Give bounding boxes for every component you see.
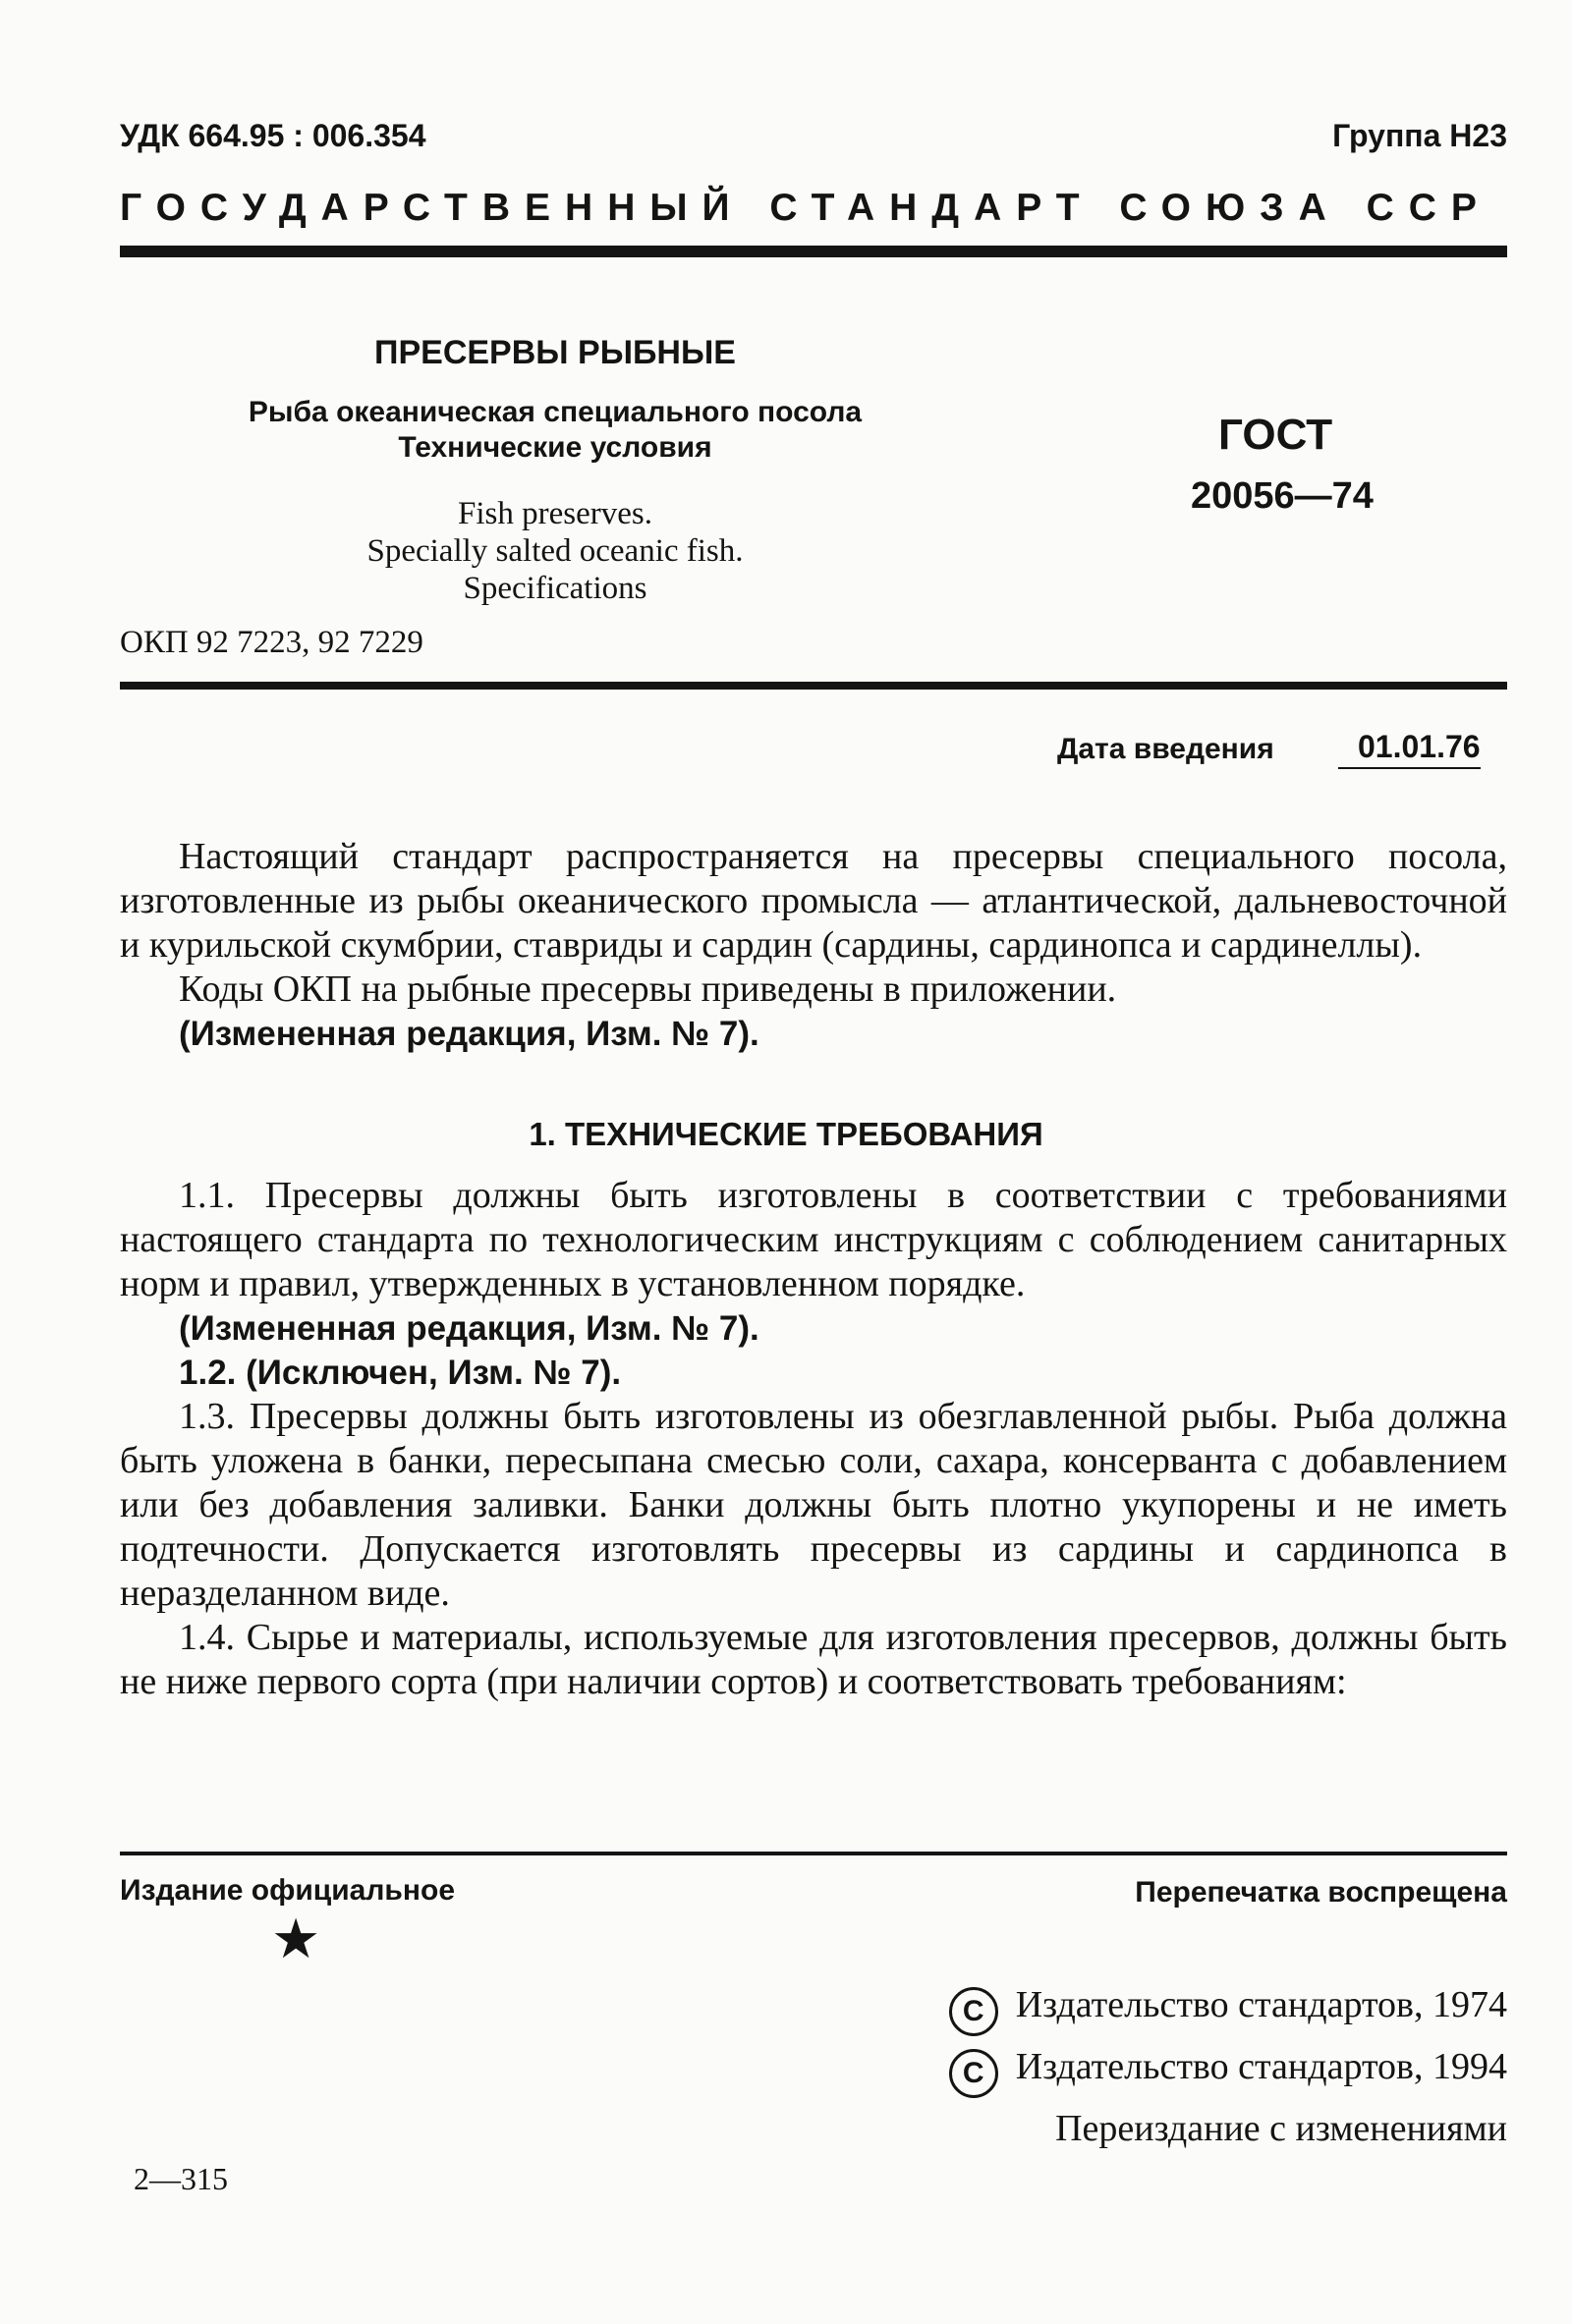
star-icon: ★	[271, 1908, 321, 1971]
reprint-note: Перепечатка воспрещена	[1135, 1876, 1507, 1909]
section-heading: 1. ТЕХНИЧЕСКИЕ ТРЕБОВАНИЯ	[529, 1116, 1043, 1152]
publisher-block	[949, 1974, 1507, 2159]
copyright-icon: С	[949, 2049, 998, 2098]
publisher-line	[949, 1974, 1507, 2036]
clause-1-2: 1.2. (Исключен, Изм. № 7).	[179, 1354, 622, 1392]
okp-codes: ОКП 92 7223, 92 7229	[120, 625, 423, 660]
intro-section	[120, 835, 1507, 1056]
english-title-line: Specially salted oceanic fish.	[366, 533, 744, 569]
state-standard-heading: ГОСУДАРСТВЕННЫЙ СТАНДАРТ СОЮЗА ССР	[120, 187, 1491, 229]
intro-paragraph: Коды ОКП на рыбные пресервы приведены в приложении.	[179, 968, 1117, 1010]
english-title-line: Fish preserves.	[458, 496, 652, 531]
copyright-icon: С	[949, 1987, 998, 2036]
clause-1-3: 1.3. Пресервы должны быть изготовлены из обезглавленной рыбы. Рыба должна быть уложена в банки, пересыпана смесью соли, сахара, консерванта с добавлением или без добавления заливки. Банки должны быть плотно укупорены и не иметь подтечности. Допускается изготовлять пресервы из сардины и сардинопса в неразделанном виде.	[120, 1396, 1507, 1614]
amendment-note: (Измененная редакция, Изм. № 7).	[179, 1015, 759, 1053]
reissue-note: Переиздание с изменениями	[1055, 2108, 1507, 2149]
document-subtitle	[0, 395, 1110, 466]
subtitle-line: Технические условия	[398, 431, 712, 464]
top-rule	[120, 246, 1507, 257]
middle-rule	[120, 682, 1507, 690]
gost-label: ГОСТ	[1218, 411, 1333, 459]
english-title-line: Specifications	[463, 571, 647, 606]
publisher-text: Издательство стандартов, 1974	[1015, 1984, 1507, 2025]
page-code: 2—315	[134, 2161, 228, 2196]
date-value: 01.01.76	[1338, 729, 1481, 769]
document-title: ПРЕСЕРВЫ РЫБНЫЕ	[374, 334, 736, 371]
gost-number: 20056—74	[1191, 475, 1374, 517]
subtitle-line: Рыба океаническая специального посола	[248, 396, 863, 428]
intro-paragraph: Настоящий стандарт распространяется на пресервы специального посола, изготовленные из рыбы океанического промысла — атлантической, дальневосточной и курильской скумбрии, ставриды и сардин (сардины, сардинопса и сардинеллы).	[120, 836, 1507, 966]
publisher-text: Издательство стандартов, 1994	[1015, 2046, 1507, 2087]
clause-1-4: 1.4. Сырье и материалы, используемые для изготовления пресервов, должны быть не ниже первого сорта (при наличии сортов) и соответствовать требованиям:	[120, 1617, 1507, 1702]
bottom-rule	[120, 1852, 1507, 1855]
clause-1-1: 1.1. Пресервы должны быть изготовлены в соответствии с требованиями настоящего стандарта по технологическим инструкциям с соблюдением санитарных норм и правил, утвержденных в установленном порядке.	[120, 1175, 1507, 1304]
date-label: Дата введения	[1057, 733, 1274, 765]
english-title	[0, 495, 1110, 607]
udk-code: УДК 664.95 : 006.354	[120, 118, 426, 153]
publisher-line	[949, 2036, 1507, 2098]
amendment-note: (Измененная редакция, Изм. № 7).	[179, 1309, 759, 1348]
edition-note: Издание официальное	[120, 1874, 456, 1907]
group-code: Группа Н23	[1332, 118, 1507, 153]
requirements-section	[120, 1174, 1507, 1704]
